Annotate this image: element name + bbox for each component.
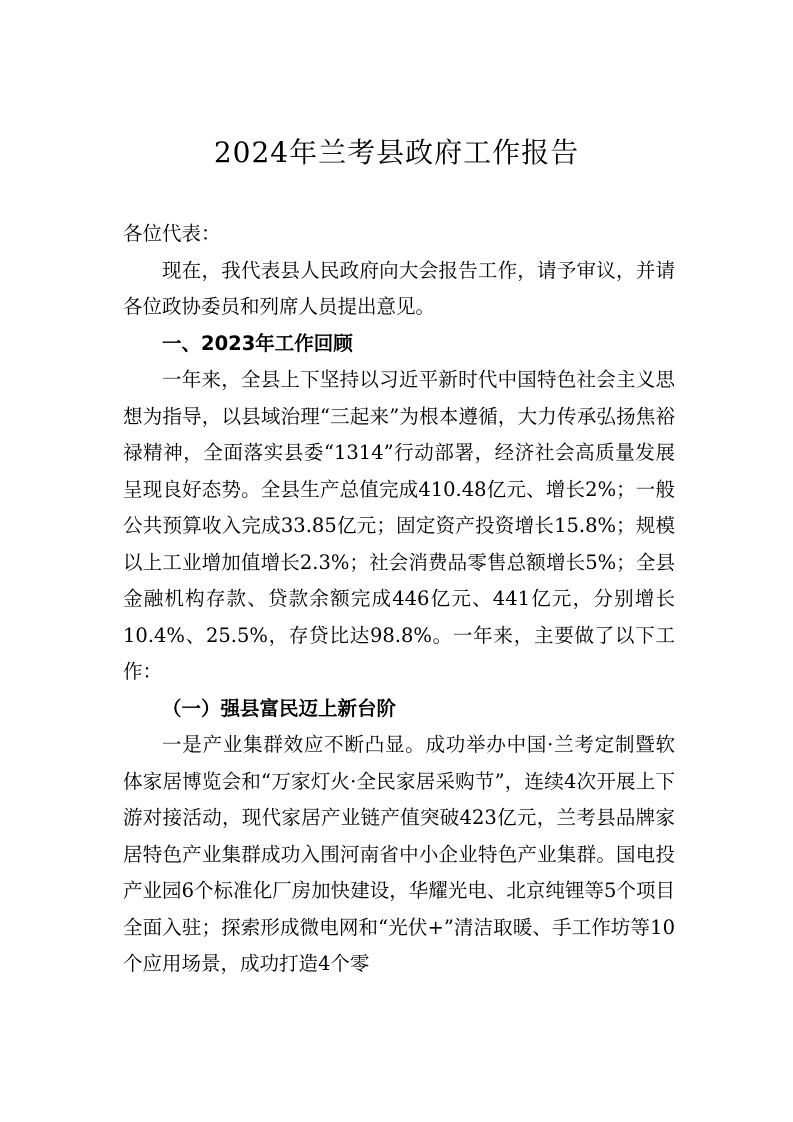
page-title: 2024年兰考县政府工作报告 [213, 136, 580, 169]
opening-paragraph: 现在，我代表县人民政府向大会报告工作，请予审议，并请各位政协委员和列席人员提出意见。 [123, 258, 675, 318]
salutation: 各位代表： [123, 222, 221, 245]
document-body [123, 216, 675, 983]
subsection-body-paragraph: 一是产业集群效应不断凸显。成功举办中国·兰考定制暨软体家居博览会和“万家灯火·全民家居采购节”，连续4次开展上下游对接活动，现代家居产业链产值突破423亿元，兰考县品牌家居特色产业集群成功入围河南省中小企业特色产业集群。国电投产业园6个标准化厂房加快建设，华耀光电、北京纯锂等5个项目全面入驻；探索形成微电网和“光伏+”清洁取暖、手工作坊等10个应用场景，成功打造4个零 [123, 733, 675, 975]
section-heading: 一、2023年工作回顾 [162, 331, 353, 355]
section-intro-paragraph: 一年来，全县上下坚持以习近平新时代中国特色社会主义思想为指导，以县域治理“三起来”为根本遵循，大力传承弘扬焦裕禄精神，全面落实县委“1314”行动部署，经济社会高质量发展呈现良好态势。全县生产总值完成410.48亿元、增长2%；一般公共预算收入完成33.85亿元；固定资产投资增长15.8%；规模以上工业增加值增长2.3%；社会消费品零售总额增长5%；全县金融机构存款、贷款余额完成446亿元、441亿元，分别增长10.4%、25.5%，存贷比达98.8%。一年来，主要做了以下工作： [123, 368, 675, 683]
subsection-heading: （一）强县富民迈上新台阶 [162, 696, 397, 720]
